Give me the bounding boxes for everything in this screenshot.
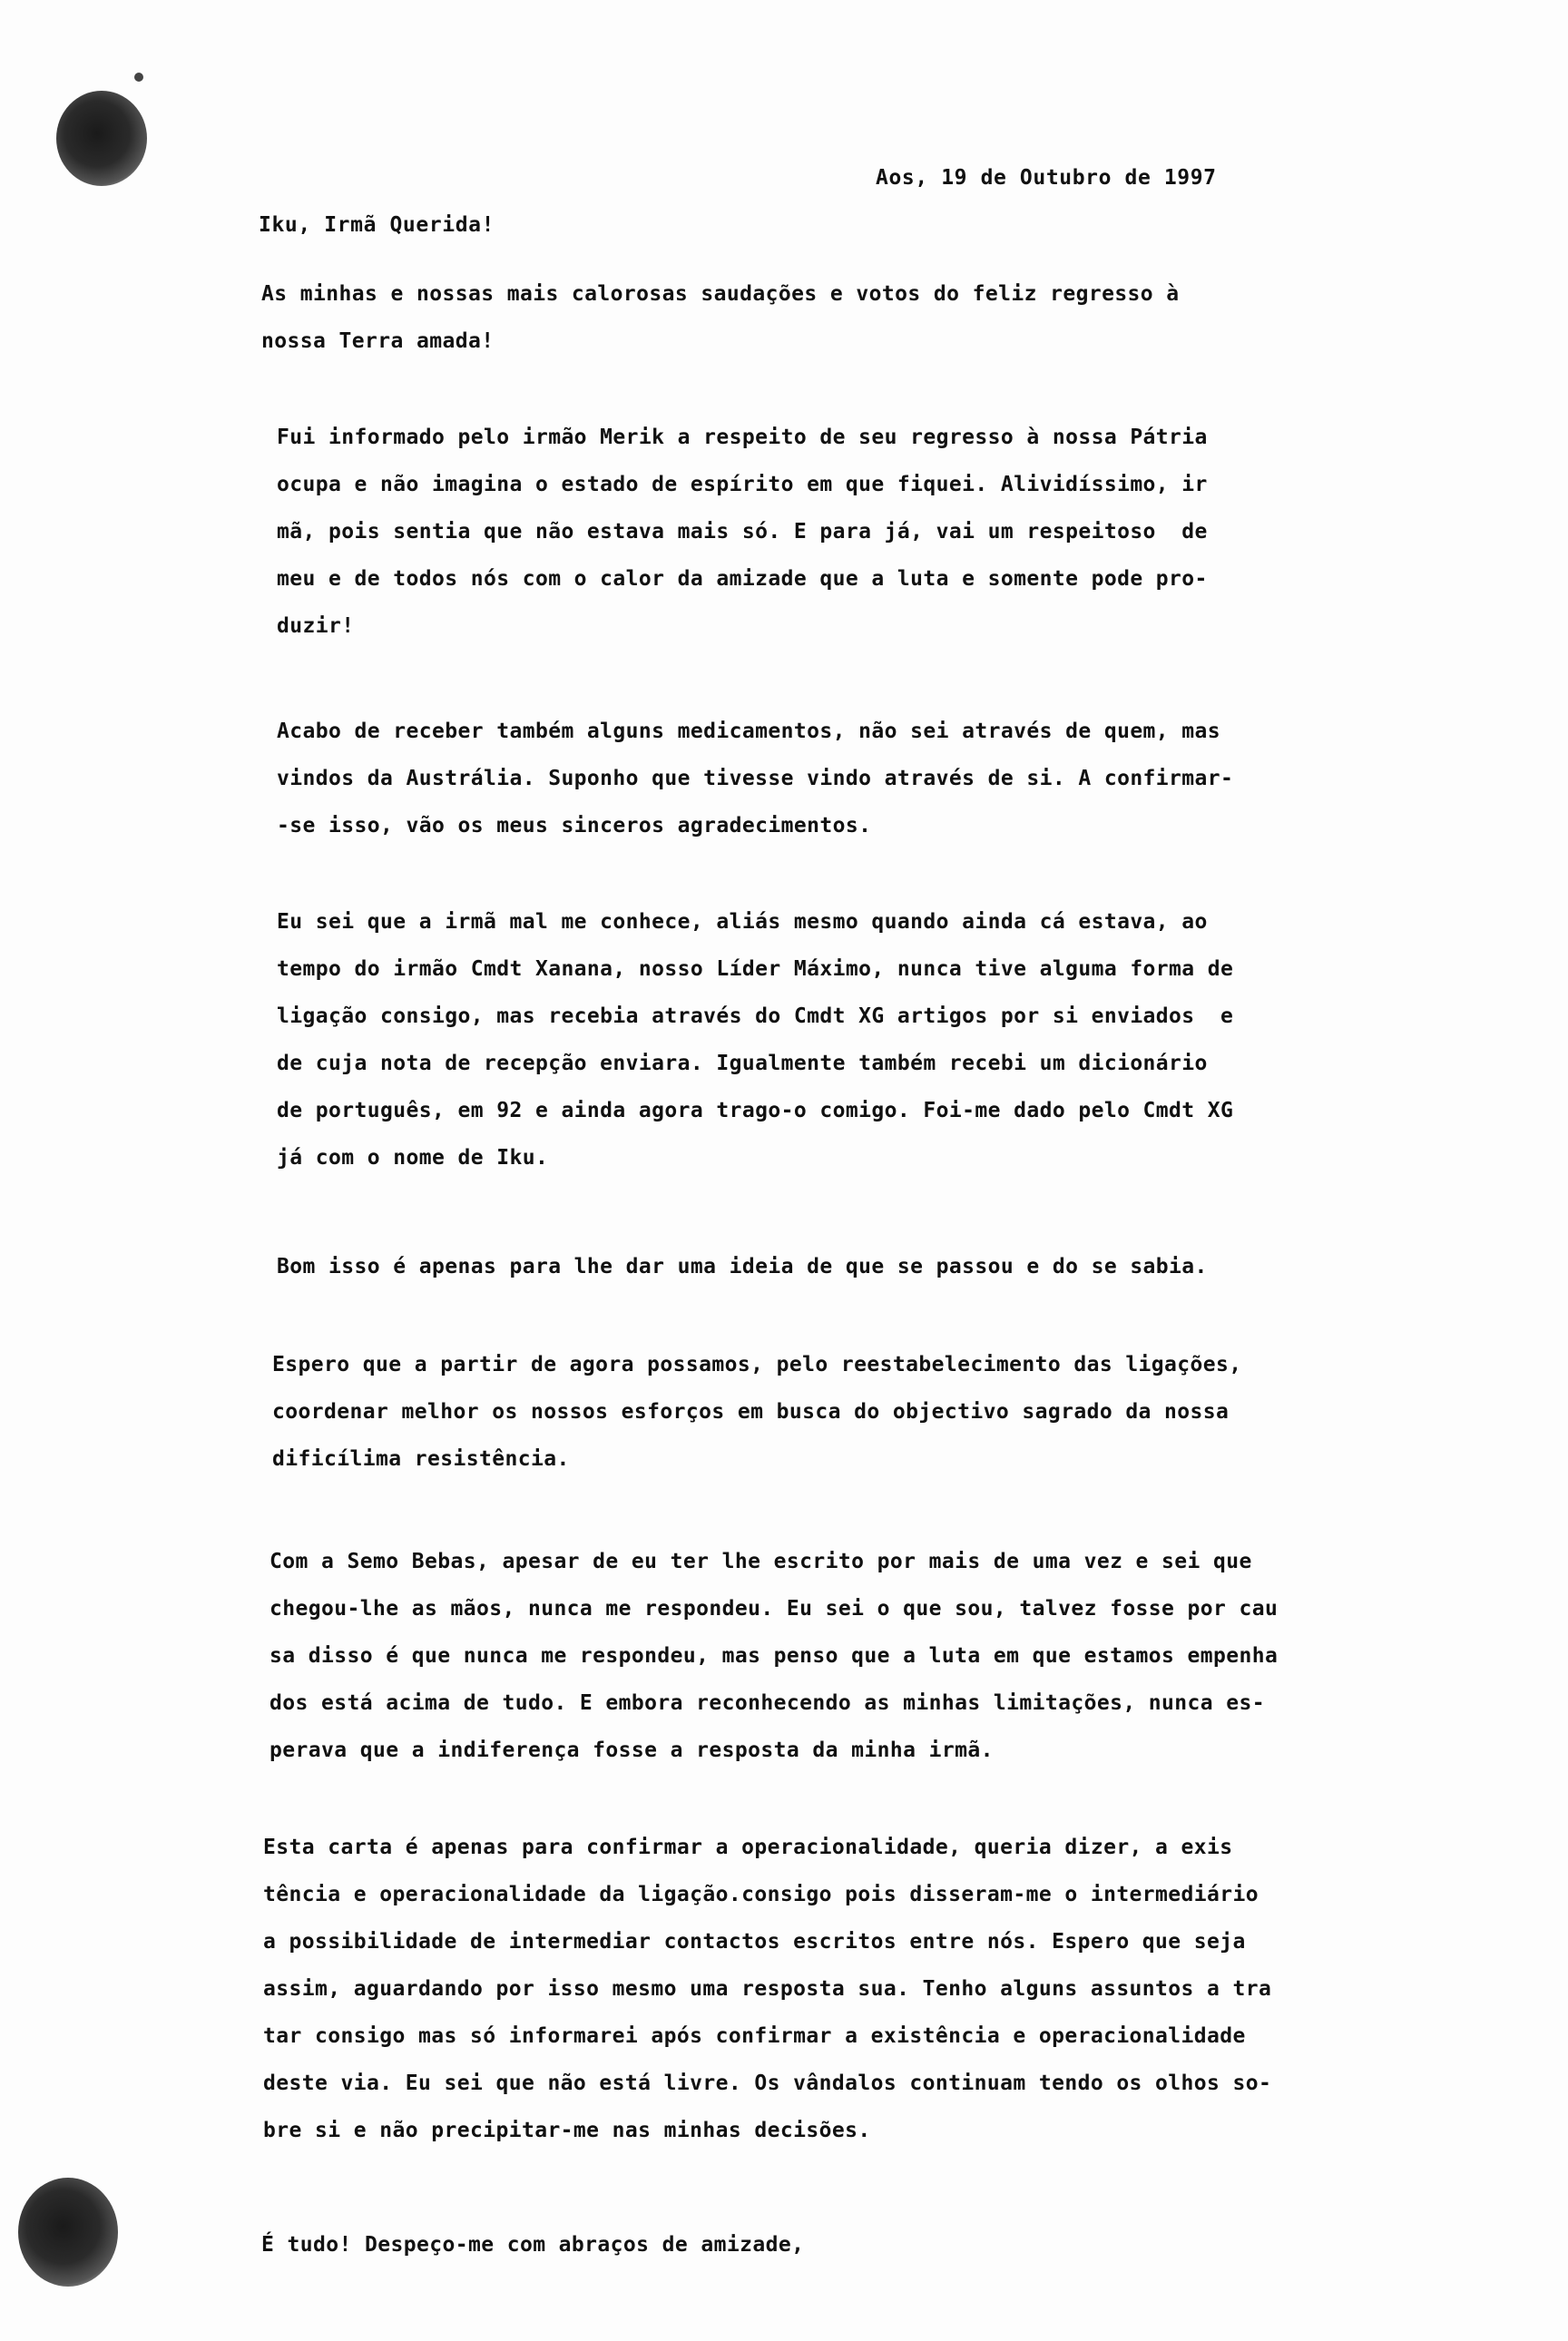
paragraph-line: chegou-lhe as mãos, nunca me respondeu. Eu sei o que sou, talvez fosse por cau: [270, 1597, 1279, 1621]
paragraph-line: tar consigo mas só informarei após confirmar a existência e operacionalidade: [263, 2024, 1246, 2048]
paragraph-line: Acabo de receber também alguns medicamentos, não sei através de quem, mas: [277, 720, 1221, 743]
paragraph-line: É tudo! Despeço-me com abraços de amizade,: [261, 2233, 805, 2257]
paragraph-line: ligação consigo, mas recebia através do Cmdt XG artigos por si enviados e: [277, 1004, 1234, 1028]
paragraph-2: [277, 414, 1484, 650]
paragraph-line: mã, pois sentia que não estava mais só. E para já, vai um respeitoso de: [277, 520, 1208, 544]
paragraph-line: já com o nome de Iku.: [277, 1146, 549, 1170]
paragraph-line: Bom isso é apenas para lhe dar uma ideia de que se passou e do se sabia.: [277, 1255, 1208, 1278]
paragraph-5: [277, 1243, 1484, 1290]
paragraph-line: nossa Terra amada!: [261, 329, 495, 353]
paragraph-line: a possibilidade de intermediar contactos escritos entre nós. Espero que seja: [263, 1930, 1246, 1954]
paragraph-line: duzir!: [277, 614, 355, 638]
paragraph-6: [272, 1341, 1479, 1483]
paragraph-line: coordenar melhor os nossos esforços em busca do objectivo sagrado da nossa: [272, 1400, 1230, 1424]
paragraph-line: Esta carta é apenas para confirmar a operacionalidade, queria dizer, a exis: [263, 1836, 1233, 1859]
paragraph-3: [277, 708, 1484, 849]
letter-date: Aos, 19 de Outubro de 1997: [876, 166, 1217, 190]
paragraph-line: tência e operacionalidade da ligação.consigo pois disseram-me o intermediário: [263, 1883, 1259, 1906]
paragraph-line: bre si e não precipitar-me nas minhas decisões.: [263, 2119, 871, 2142]
paragraph-4: [277, 898, 1484, 1181]
paragraph-line: dos está acima de tudo. E embora reconhecendo as minhas limitações, nunca es-: [270, 1691, 1266, 1715]
paragraph-line: As minhas e nossas mais calorosas saudações e votos do feliz regresso à: [261, 282, 1180, 306]
paragraph-line: sa disso é que nunca me respondeu, mas penso que a luta em que estamos empenha: [270, 1644, 1279, 1668]
paragraph-line: tempo do irmão Cmdt Xanana, nosso Líder Máximo, nunca tive alguma forma de: [277, 957, 1234, 981]
punch-hole-bottom: [18, 2178, 118, 2287]
paragraph-line: de português, em 92 e ainda agora trago-o comigo. Foi-me dado pelo Cmdt XG: [277, 1099, 1234, 1122]
paragraph-1: [261, 270, 1468, 365]
paragraph-closing: [261, 2221, 1468, 2268]
paragraph-line: deste via. Eu sei que não está livre. Os vândalos continuam tendo os olhos so-: [263, 2072, 1272, 2095]
paragraph-line: Fui informado pelo irmão Merik a respeito de seu regresso à nossa Pátria: [277, 426, 1208, 449]
paragraph-7: [270, 1538, 1476, 1774]
paragraph-line: vindos da Austrália. Suponho que tivesse vindo através de si. A confirmar-: [277, 767, 1234, 790]
paragraph-line: dificílima resistência.: [272, 1447, 570, 1471]
paragraph-line: Eu sei que a irmã mal me conhece, aliás mesmo quando ainda cá estava, ao: [277, 910, 1208, 934]
paragraph-line: -se isso, vão os meus sinceros agradecimentos.: [277, 814, 872, 837]
paragraph-8: [263, 1824, 1470, 2154]
ink-speck: [134, 73, 143, 82]
paragraph-line: ocupa e não imagina o estado de espírito em que fiquei. Alividíssimo, ir: [277, 473, 1208, 496]
paragraph-line: de cuja nota de recepção enviara. Igualmente também recebi um dicionário: [277, 1052, 1208, 1075]
paragraph-line: Com a Semo Bebas, apesar de eu ter lhe escrito por mais de uma vez e sei que: [270, 1550, 1252, 1573]
paragraph-line: Espero que a partir de agora possamos, pelo reestabelecimento das ligações,: [272, 1353, 1242, 1376]
paragraph-line: meu e de todos nós com o calor da amizade que a luta e somente pode pro-: [277, 567, 1208, 591]
punch-hole-top: [56, 91, 147, 186]
paragraph-line: assim, aguardando por isso mesmo uma resposta sua. Tenho alguns assuntos a tra: [263, 1977, 1272, 2001]
paragraph-line: perava que a indiferença fosse a resposta da minha irmã.: [270, 1739, 994, 1762]
letter-greeting: Iku, Irmã Querida!: [259, 213, 495, 237]
